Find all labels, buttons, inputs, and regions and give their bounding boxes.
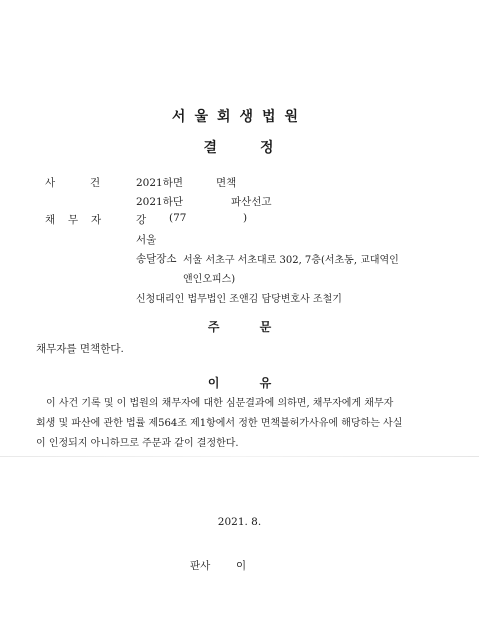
delivery-address-line2: 앤인오피스): [183, 274, 236, 285]
court-name: 서울회생법원: [171, 109, 308, 125]
case-label-1: 사: [45, 177, 56, 189]
order-text: 채무자를 면책한다.: [36, 343, 124, 355]
judge-label: 판사: [190, 560, 211, 572]
reason-heading: [0, 374, 479, 391]
document-title-left: 결: [203, 140, 220, 156]
judge-name: 이: [236, 560, 247, 572]
debtor-name: 강: [136, 214, 147, 226]
case-name-2: 파산선고: [231, 196, 272, 208]
reason-heading-right: 유: [259, 376, 272, 390]
document-title-right: 정: [259, 140, 276, 156]
order-heading-right: 문: [259, 320, 272, 334]
case-label-2: 건: [90, 177, 101, 189]
debtor-address: 서울: [136, 234, 157, 246]
applicant-agent: 신청대리인 법무법인 조앤김 담당변호사 조철기: [136, 294, 342, 305]
order-heading-left: 주: [207, 320, 220, 334]
case-number-2: 2021하단: [136, 196, 184, 208]
case-number-1: 2021하면: [136, 177, 184, 189]
debtor-birth-close: ): [243, 212, 248, 224]
delivery-label: 송달장소: [136, 253, 177, 265]
delivery-address-line1: 서울 서초구 서초대로 302, 7층(서초동, 교대역인: [183, 255, 399, 266]
debtor-label-2: 무: [68, 214, 79, 226]
document-title: [0, 137, 479, 157]
reason-line-2: 회생 및 파산에 관한 법률 제564조 제1항에서 정한 면책불허가사유에 해당하는 사실: [36, 418, 403, 429]
debtor-birth: (77: [169, 212, 187, 224]
decision-date: 2021. 8.: [217, 516, 262, 528]
order-heading: [0, 318, 479, 335]
debtor-label-1: 채: [45, 214, 56, 226]
case-name-1: 면책: [216, 177, 237, 189]
reason-line-1: 이 사건 기록 및 이 법원의 채무자에 대한 심문결과에 의하면, 채무자에게 채무자: [46, 398, 394, 409]
scan-divider: [0, 456, 479, 457]
reason-heading-left: 이: [207, 376, 220, 390]
debtor-label-3: 자: [91, 214, 102, 226]
reason-line-3: 이 인정되지 아니하므로 주문과 같이 결정한다.: [36, 438, 239, 449]
